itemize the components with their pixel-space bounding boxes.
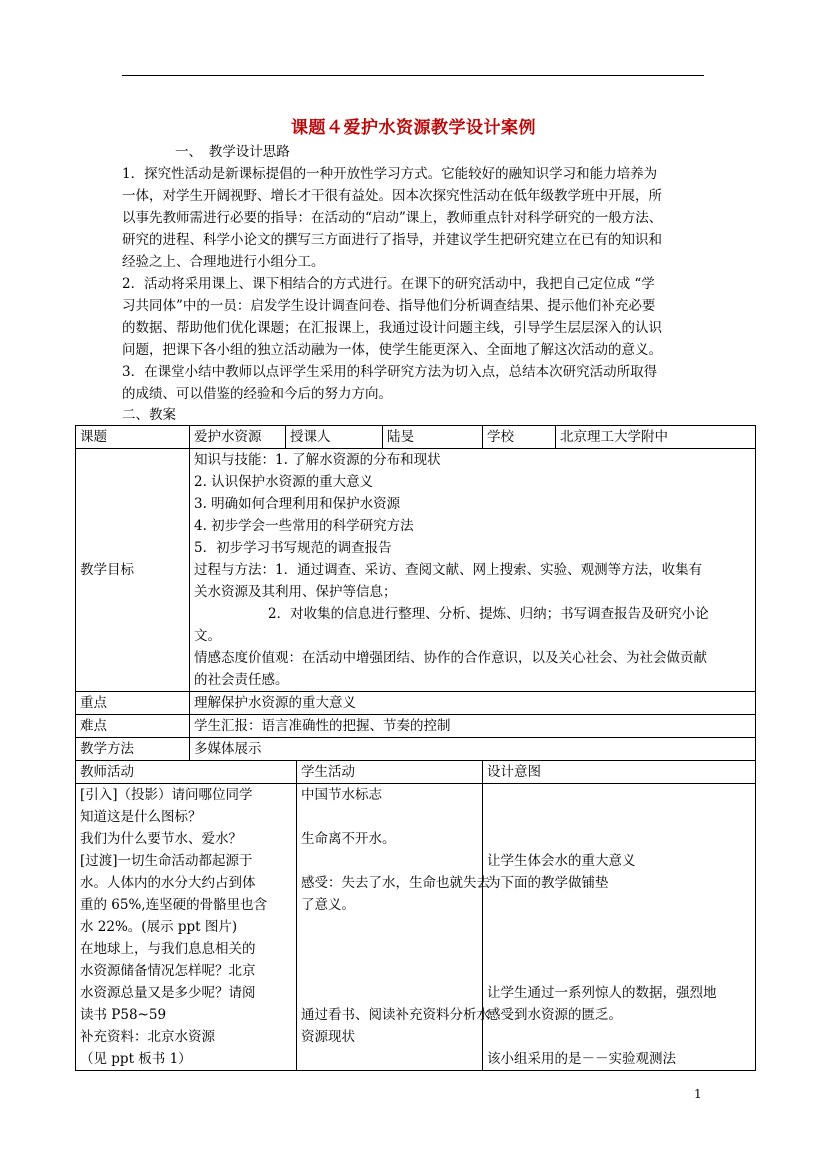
table-row <box>76 449 756 692</box>
paragraph-line: 一体，对学生开阔视野、增长才干很有益处。因本次探究性活动在低年级教学班中开展，所 <box>122 188 662 204</box>
cell-label-goals: 教学目标 <box>76 449 190 692</box>
table-row <box>76 692 756 715</box>
goal-line: 的社会责任感。 <box>194 672 289 688</box>
document-title: 课题４爱护水资源教学设计案例 <box>291 118 536 138</box>
header-teacher-activity: 教师活动 <box>76 761 297 784</box>
paragraph-1 <box>122 163 704 273</box>
cell-label-method: 教学方法 <box>76 738 190 761</box>
spacer <box>301 938 478 960</box>
text-line: 在地球上，与我们息息相关的 <box>80 941 256 957</box>
cell-label-key-point: 重点 <box>76 692 190 715</box>
cell-method: 多媒体展示 <box>190 738 756 761</box>
cell-label-topic: 课题 <box>76 426 190 449</box>
text-line: 知道这是什么图标？ <box>80 809 202 825</box>
paragraph-line: 3．在课堂小结中教师以点评学生采用的科学研究方法为切入点，总结本次研究活动所取得 <box>122 364 658 380</box>
paragraph-line: 经验之上、合理地进行小组分工。 <box>122 254 325 270</box>
text-line: （见 ppt 板书 1） <box>80 1051 192 1067</box>
text-line: 重的 65%,连坚硬的骨骼里也含 <box>80 897 268 913</box>
goal-line: 3. 明确如何合理利用和保护水资源 <box>194 496 401 512</box>
text-line: 生命离不开水。 <box>301 831 396 847</box>
cell-student-activity <box>297 784 490 1071</box>
header-student-activity: 学生活动 <box>297 761 483 784</box>
paragraph-line: 以事先教师需进行必要的指导：在活动的“启动”课上，教师重点针对科学研究的一般方法、 <box>122 210 663 226</box>
goal-line: 知识与技能：1. 了解水资源的分布和现状 <box>194 452 441 468</box>
goal-line: 文。 <box>194 628 221 644</box>
cell-label-school: 学校 <box>483 426 556 449</box>
paragraph-3 <box>122 361 704 405</box>
header-design-intent: 设计意图 <box>483 761 756 784</box>
page-number: 1 <box>694 1087 702 1101</box>
paragraph-line: 研究的进程、科学小论文的撰写三方面进行了指导，并建议学生把研究建立在已有的知识和 <box>122 232 662 248</box>
text-line: 通过看书、阅读补充资料分析水 <box>301 1007 490 1023</box>
text-line: 感受：失去了水，生命也就失去 <box>301 875 490 891</box>
paragraph-line: 2．活动将采用课上、课下相结合的方式进行。在课下的研究活动中，我把自己定位成 “学 <box>122 276 655 292</box>
text-line: 了意义。 <box>301 897 355 913</box>
section-heading-1: 一、 教学设计思路 <box>175 144 290 160</box>
goal-line: 2．对收集的信息进行整理、分析、提炼、归纳；书写调查报告及研究小论 <box>268 606 709 622</box>
cell-school: 北京理工大学附中 <box>556 426 756 449</box>
cell-label-teacher: 授课人 <box>286 426 383 449</box>
cell-difficulty: 学生汇报：语言准确性的把握、节奏的控制 <box>190 715 756 738</box>
paragraph-line: 习共同体”中的一员：启发学生设计调查问卷、指导他们分析调查结果、提示他们补充必要 <box>122 298 656 314</box>
goal-line: 4. 初步学会一些常用的科学研究方法 <box>194 518 414 534</box>
text-line: 为下面的教学做铺垫 <box>487 875 609 891</box>
spacer <box>487 916 751 938</box>
text-line: [过渡]一切生命活动都起源于 <box>80 853 253 869</box>
goal-line: 2. 认识保护水资源的重大意义 <box>194 474 374 490</box>
spacer <box>487 828 751 850</box>
text-line: 中国节水标志 <box>301 787 382 803</box>
cell-label-difficulty: 难点 <box>76 715 190 738</box>
spacer <box>487 1026 751 1048</box>
text-line: 我们为什么要节水、爱水？ <box>80 831 242 847</box>
lesson-plan-table <box>75 425 756 1071</box>
paragraph-line: 的数据、帮助他们优化课题；在汇报课上，我通过设计问题主线，引导学生层层深入的认识 <box>122 320 662 336</box>
table-row <box>76 715 756 738</box>
spacer <box>487 784 751 806</box>
text-line: 水资源总量又是多少呢？请阅 <box>80 985 256 1001</box>
text-line: 水。人体内的水分大约占到体 <box>80 875 256 891</box>
cell-topic: 爱护水资源 <box>190 426 286 449</box>
text-line: 补充资料：北京水资源 <box>80 1029 215 1045</box>
text-line: 感受到水资源的匮乏。 <box>487 1007 622 1023</box>
goal-line: 情感态度价值观：在活动中增强团结、协作的合作意识，以及关心社会、为社会做贡献 <box>194 650 707 666</box>
paragraph-2 <box>122 273 704 361</box>
paragraph-line: 1．探究性活动是新课标提倡的一种开放性学习方式。它能较好的融知识学习和能力培养为 <box>122 166 658 182</box>
table-row <box>76 738 756 761</box>
paragraph-line: 问题，把课下各小组的独立活动融为一体，使学生能更深入、全面地了解这次活动的意义。 <box>122 342 662 358</box>
text-line: 让学生通过一系列惊人的数据，强烈地 <box>487 985 717 1001</box>
cell-design-intent <box>483 784 756 1071</box>
spacer <box>487 806 751 828</box>
table-row <box>76 761 756 784</box>
goal-line: 关水资源及其利用、保护等信息； <box>194 584 397 600</box>
text-line: [引入]（投影）请问哪位同学 <box>80 787 253 803</box>
spacer <box>301 960 478 982</box>
spacer <box>301 806 478 828</box>
cell-goals <box>190 449 756 692</box>
text-line: 水 22%。(展示 ppt 图片) <box>80 919 238 935</box>
spacer <box>487 960 751 982</box>
section-heading-2: 二、教案 <box>122 407 176 423</box>
spacer <box>487 938 751 960</box>
table-row <box>76 426 756 449</box>
spacer <box>487 894 751 916</box>
text-line: 读书 P58~59 <box>80 1007 167 1023</box>
goal-line: 5．初步学习书写规范的调查报告 <box>194 540 392 556</box>
spacer <box>301 916 478 938</box>
paragraph-line: 的成绩、可以借鉴的经验和今后的努力方向。 <box>122 386 392 402</box>
cell-key-point: 理解保护水资源的重大意义 <box>190 692 756 715</box>
text-line: 让学生体会水的重大意义 <box>487 853 636 869</box>
spacer <box>301 982 478 1004</box>
spacer <box>301 850 478 872</box>
table-row <box>76 784 756 1071</box>
text-line: 资源现状 <box>301 1029 355 1045</box>
text-line: 水资源储备情况怎样呢？北京 <box>80 963 256 979</box>
goal-line: 过程与方法：1．通过调查、采访、查阅文献、网上搜索、实验、观测等方法，收集有 <box>194 562 703 578</box>
text-line: 该小组采用的是－－实验观测法 <box>487 1051 676 1067</box>
cell-teacher-activity <box>76 784 297 1071</box>
header-rule <box>122 75 704 76</box>
cell-teacher: 陆旻 <box>383 426 483 449</box>
